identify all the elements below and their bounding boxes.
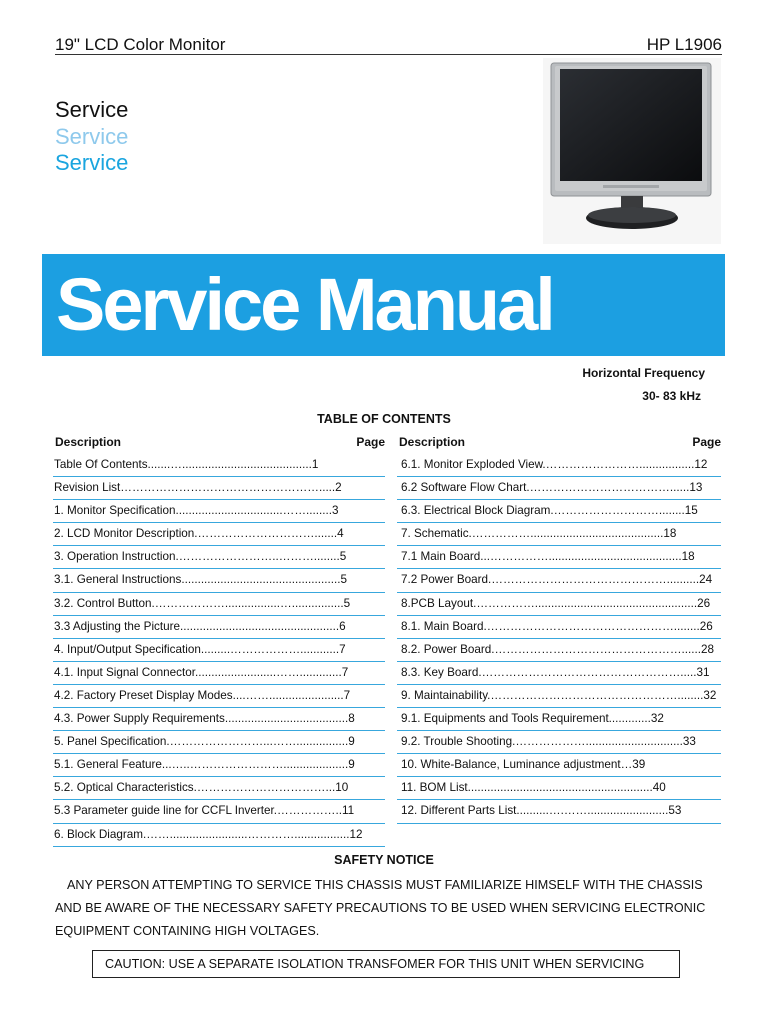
- toc-entry[interactable]: 5. Panel Specification.……………………...……................9: [53, 732, 385, 755]
- toc-entry[interactable]: 8.1. Main Board.…………………………………………........26: [397, 617, 721, 640]
- toc-entry[interactable]: 9.1. Equipments and Tools Requirement.............32: [397, 709, 721, 732]
- toc-entry[interactable]: 4.3. Power Supply Requirements......................................8: [53, 709, 385, 732]
- toc-entry[interactable]: 5.3 Parameter guide line for CCFL Inverter.……………..11: [53, 801, 385, 824]
- toc-entry[interactable]: 8.PCB Layout.……………..................................................26: [397, 594, 721, 617]
- description-header: Description: [55, 435, 122, 449]
- toc-entry[interactable]: 7.1 Main Board...…………….........................................18: [397, 547, 721, 570]
- toc-entry[interactable]: 3.1. General Instructions.................................................5: [53, 570, 385, 593]
- toc-title: TABLE OF CONTENTS: [317, 412, 451, 426]
- model-name: HP L1906: [646, 35, 722, 54]
- safety-notice-title: SAFETY NOTICE: [334, 853, 434, 867]
- toc-entry[interactable]: Revision List…………………………………………….....2: [53, 478, 385, 501]
- toc-entry[interactable]: Table Of Contents.......…........................................1: [53, 455, 385, 478]
- toc-entry[interactable]: 12. Different Parts List..........….…….........................53: [397, 801, 721, 824]
- toc-left-column: [53, 432, 385, 848]
- toc-entry[interactable]: 6. Block Diagram.……........................………….................12: [53, 825, 385, 848]
- page-header: Page: [692, 435, 721, 449]
- toc-entry[interactable]: 6.3. Electrical Block Diagram.………………………........15: [397, 501, 721, 524]
- toc-entry[interactable]: 10. White-Balance, Luminance adjustment…39: [397, 755, 721, 778]
- toc-right-header: [397, 432, 721, 455]
- monitor-photo: [543, 58, 721, 244]
- service-manual-banner: [42, 254, 725, 356]
- toc-entry[interactable]: 6.1. Monitor Exploded View.…………………….................12: [397, 455, 721, 478]
- toc-right-column: [397, 432, 721, 825]
- toc-entry[interactable]: 4. Input/Output Specification.........………………............7: [53, 640, 385, 663]
- safety-line: ANY PERSON ATTEMPTING TO SERVICE THIS CHASSIS MUST FAMILIARIZE HIMSELF WITH THE CHASSIS: [67, 878, 703, 892]
- toc-entry[interactable]: 3. Operation Instruction.……………………..………........5: [53, 547, 385, 570]
- banner-title: Service Manual: [56, 263, 553, 346]
- document-title: 19" LCD Color Monitor: [55, 35, 226, 54]
- toc-entry[interactable]: 3.2. Control Button.……………….................…................5: [53, 594, 385, 617]
- toc-entry[interactable]: 9.2. Trouble Shooting.………………..............................33: [397, 732, 721, 755]
- page-header: Page: [356, 435, 385, 449]
- caution-box: CAUTION: USE A SEPARATE ISOLATION TRANSFOMER FOR THIS UNIT WHEN SERVICING: [92, 950, 680, 978]
- toc-entry[interactable]: 7.2 Power Board.………………………………………..........24: [397, 570, 721, 593]
- safety-line: EQUIPMENT CONTAINING HIGH VOLTAGES.: [55, 924, 320, 938]
- toc-entry[interactable]: 8.3. Key Board.…………………………………………….....31: [397, 663, 721, 686]
- toc-entry[interactable]: 4.1. Input Signal Connector.........................…….............7: [53, 663, 385, 686]
- toc-entry[interactable]: 2. LCD Monitor Description.………………………….......4: [53, 524, 385, 547]
- service-word-cyan: Service: [55, 150, 129, 175]
- safety-line: AND BE AWARE OF THE NECESSARY SAFETY PRECAUTIONS TO BE USED WHEN SERVICING ELECTRONIC: [55, 901, 706, 915]
- frequency-value: 30- 83 kHz: [642, 389, 701, 403]
- service-word-light-blue: Service: [55, 124, 129, 149]
- toc-entry[interactable]: 5.2. Optical Characteristics.……………………………...10: [53, 778, 385, 801]
- toc-entry[interactable]: 1. Monitor Specification.................................……........3: [53, 501, 385, 524]
- service-word-black: Service: [55, 97, 129, 122]
- toc-entry[interactable]: 4.2. Factory Preset Display Modes....…….......................7: [53, 686, 385, 709]
- toc-entry[interactable]: 5.1. General Feature...…..……………………....................9: [53, 755, 385, 778]
- safety-notice-body: [55, 874, 725, 943]
- frequency-label: Horizontal Frequency: [582, 366, 705, 380]
- toc-entry[interactable]: 6.2 Software Flow Chart.………………………………......13: [397, 478, 721, 501]
- toc-entry[interactable]: 8.2. Power Board.…………………………………………......28: [397, 640, 721, 663]
- toc-left-header: [53, 432, 385, 455]
- header-rule: [55, 54, 722, 55]
- toc-entry[interactable]: 7. Schematic.…………….........................................18: [397, 524, 721, 547]
- description-header: Description: [399, 435, 466, 449]
- lcd-monitor-icon: [543, 58, 721, 244]
- toc-entry[interactable]: 3.3 Adjusting the Picture.................................................6: [53, 617, 385, 640]
- toc-entry[interactable]: 9. Maintainability.…………………………………………........32: [397, 686, 721, 709]
- toc-entry[interactable]: 11. BOM List.........................................................40: [397, 778, 721, 801]
